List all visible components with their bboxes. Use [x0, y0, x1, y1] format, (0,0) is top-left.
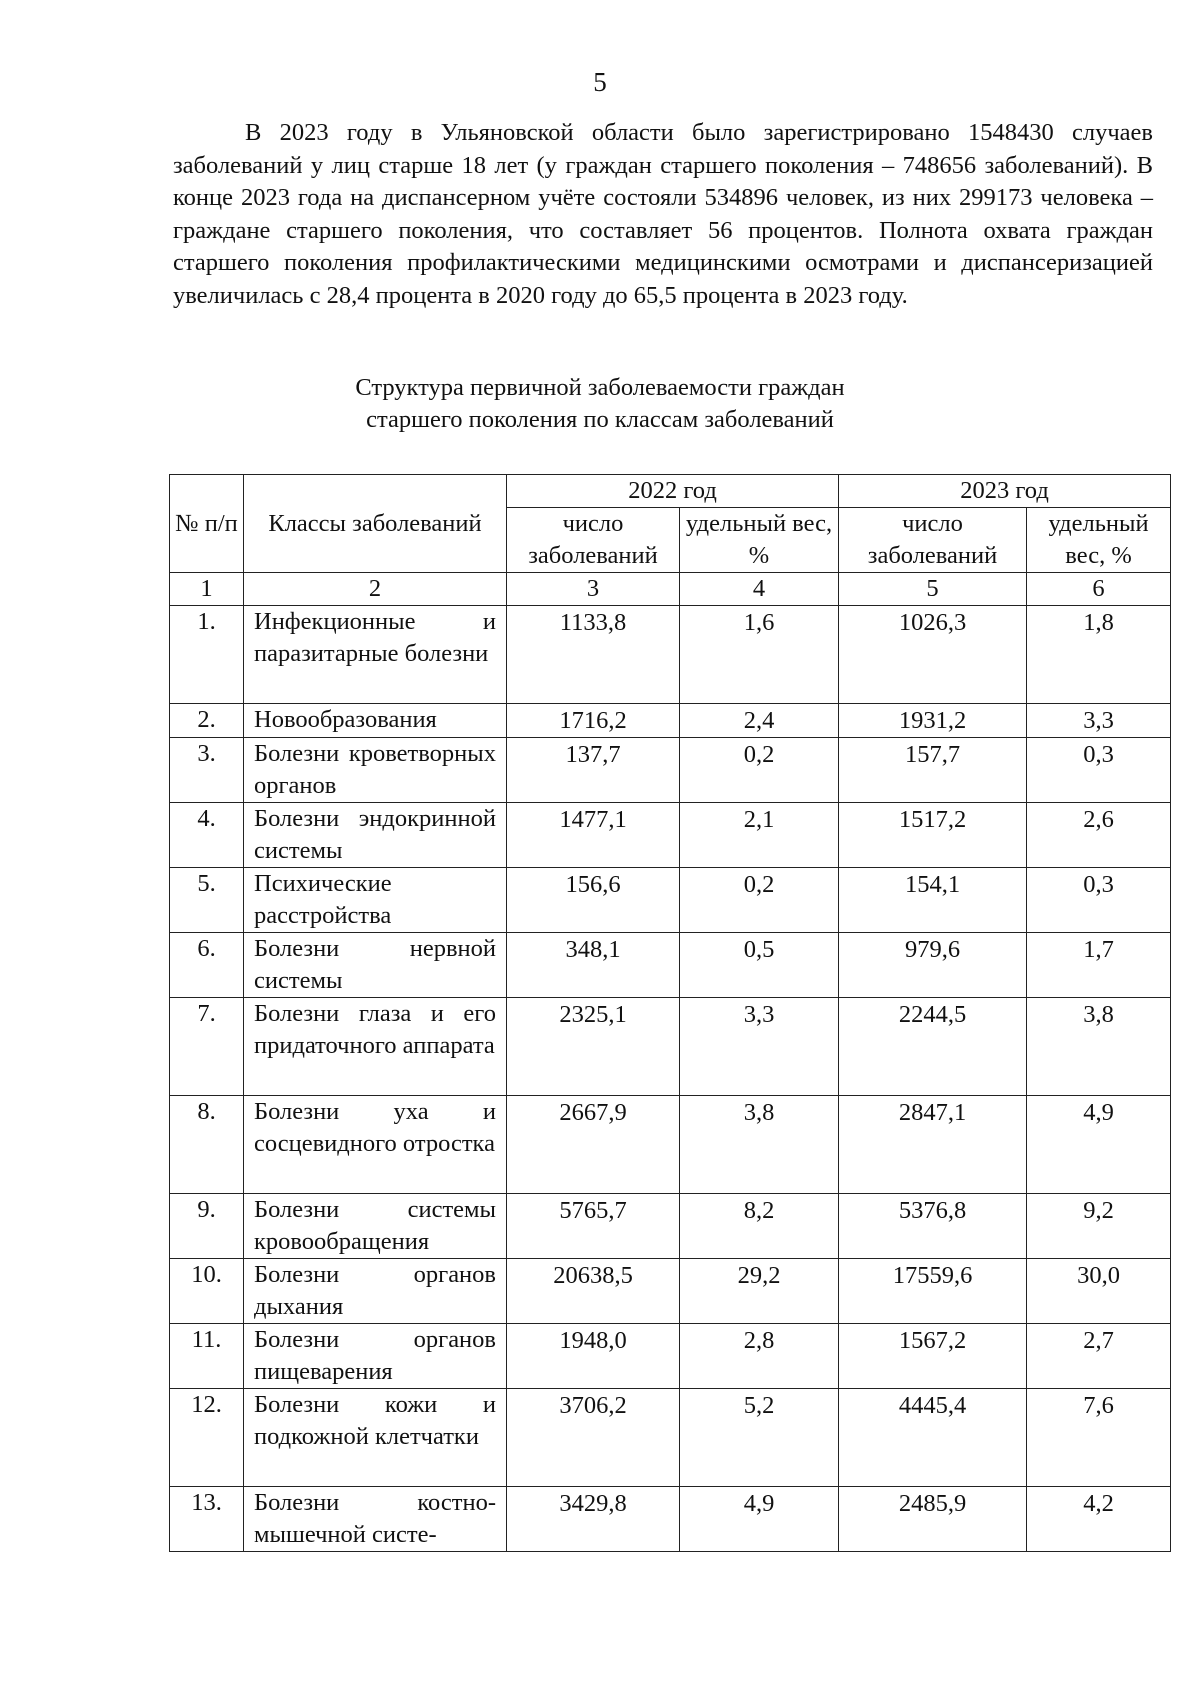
share-2023: 3,3 — [1027, 704, 1171, 738]
count-2022: 156,6 — [507, 868, 680, 933]
column-number: 4 — [680, 573, 839, 606]
share-2023: 0,3 — [1027, 868, 1171, 933]
share-2022: 2,4 — [680, 704, 839, 738]
row-number: 1. — [170, 606, 244, 704]
row-number: 12. — [170, 1389, 244, 1487]
header-count-2023: число заболеваний — [839, 508, 1027, 573]
share-2022: 0,2 — [680, 868, 839, 933]
disease-class: Болезни системы кровообращения — [244, 1194, 507, 1259]
share-2023: 3,8 — [1027, 998, 1171, 1096]
table-row — [170, 1487, 1171, 1552]
table-title-line-2: старшего поколения по классам заболеваний — [366, 406, 834, 433]
share-2023: 4,9 — [1027, 1096, 1171, 1194]
table-row — [170, 1389, 1171, 1487]
table-row — [170, 1096, 1171, 1194]
column-number-row — [170, 573, 1171, 606]
column-number: 5 — [839, 573, 1027, 606]
disease-class: Болезни нервной системы — [244, 933, 507, 998]
count-2023: 5376,8 — [839, 1194, 1027, 1259]
share-2023: 30,0 — [1027, 1259, 1171, 1324]
share-2022: 2,1 — [680, 803, 839, 868]
share-2023: 2,7 — [1027, 1324, 1171, 1389]
count-2022: 1477,1 — [507, 803, 680, 868]
table-row — [170, 1324, 1171, 1389]
count-2022: 1948,0 — [507, 1324, 680, 1389]
count-2023: 1026,3 — [839, 606, 1027, 704]
disease-class: Болезни органов пищеварения — [244, 1324, 507, 1389]
table-row — [170, 803, 1171, 868]
column-number: 1 — [170, 573, 244, 606]
count-2022: 2325,1 — [507, 998, 680, 1096]
row-number: 10. — [170, 1259, 244, 1324]
column-number: 2 — [244, 573, 507, 606]
share-2022: 1,6 — [680, 606, 839, 704]
share-2022: 2,8 — [680, 1324, 839, 1389]
row-number: 5. — [170, 868, 244, 933]
count-2023: 2485,9 — [839, 1487, 1027, 1552]
column-number: 6 — [1027, 573, 1171, 606]
share-2022: 3,8 — [680, 1096, 839, 1194]
share-2022: 0,5 — [680, 933, 839, 998]
share-2023: 7,6 — [1027, 1389, 1171, 1487]
share-2023: 4,2 — [1027, 1487, 1171, 1552]
count-2023: 154,1 — [839, 868, 1027, 933]
count-2022: 2667,9 — [507, 1096, 680, 1194]
share-2022: 4,9 — [680, 1487, 839, 1552]
count-2022: 1133,8 — [507, 606, 680, 704]
disease-class: Болезни органов дыхания — [244, 1259, 507, 1324]
morbidity-table — [169, 474, 1171, 1552]
count-2023: 17559,6 — [839, 1259, 1027, 1324]
count-2022: 348,1 — [507, 933, 680, 998]
disease-class: Психические расстройства — [244, 868, 507, 933]
table-row — [170, 738, 1171, 803]
share-2022: 3,3 — [680, 998, 839, 1096]
share-2023: 2,6 — [1027, 803, 1171, 868]
page-number: 5 — [593, 67, 607, 97]
row-number: 13. — [170, 1487, 244, 1552]
share-2023: 0,3 — [1027, 738, 1171, 803]
table-row — [170, 1259, 1171, 1324]
share-2022: 5,2 — [680, 1389, 839, 1487]
header-class: Классы заболеваний — [244, 475, 507, 573]
count-2023: 1517,2 — [839, 803, 1027, 868]
table-row — [170, 868, 1171, 933]
count-2023: 1567,2 — [839, 1324, 1027, 1389]
table-row — [170, 606, 1171, 704]
table-row — [170, 998, 1171, 1096]
disease-class: Болезни кожи и подкожной клетчатки — [244, 1389, 507, 1487]
header-year-2022: 2022 год — [507, 475, 839, 508]
count-2022: 20638,5 — [507, 1259, 680, 1324]
row-number: 9. — [170, 1194, 244, 1259]
header-num: № п/п — [170, 475, 244, 573]
count-2023: 979,6 — [839, 933, 1027, 998]
share-2022: 0,2 — [680, 738, 839, 803]
row-number: 8. — [170, 1096, 244, 1194]
count-2022: 3429,8 — [507, 1487, 680, 1552]
share-2023: 1,7 — [1027, 933, 1171, 998]
count-2023: 2847,1 — [839, 1096, 1027, 1194]
count-2022: 1716,2 — [507, 704, 680, 738]
share-2022: 29,2 — [680, 1259, 839, 1324]
disease-class: Болезни эндокринной системы — [244, 803, 507, 868]
header-year-2023: 2023 год — [839, 475, 1171, 508]
body-paragraph: В 2023 году в Ульяновской области было зарегистрировано 1548430 случаев заболеваний у лиц старше 18 лет (у граждан старшего поколения – 748656 заболеваний). В конце 2023 года на диспансерном учёте состояли 534896 человек, из них 299173 человека – граждане старшего поколения, что составляет 56 процентов. Полнота охвата граждан старшего поколения профилактическими медицинскими осмотрами и диспансеризацией увеличилась с 28,4 процента в 2020 году до 65,5 процента в 2023 году. — [173, 119, 1153, 309]
header-share-2023: удельный вес, % — [1027, 508, 1171, 573]
count-2023: 2244,5 — [839, 998, 1027, 1096]
disease-class: Новообразования — [244, 704, 507, 738]
row-number: 2. — [170, 704, 244, 738]
count-2023: 4445,4 — [839, 1389, 1027, 1487]
row-number: 6. — [170, 933, 244, 998]
disease-class: Инфекционные и паразитарные болезни — [244, 606, 507, 704]
row-number: 3. — [170, 738, 244, 803]
table-row — [170, 933, 1171, 998]
count-2022: 137,7 — [507, 738, 680, 803]
header-count-2022: число заболеваний — [507, 508, 680, 573]
row-number: 4. — [170, 803, 244, 868]
column-number: 3 — [507, 573, 680, 606]
table-row — [170, 704, 1171, 738]
count-2022: 5765,7 — [507, 1194, 680, 1259]
disease-class: Болезни глаза и его придаточного аппарата — [244, 998, 507, 1096]
header-share-2022: удельный вес, % — [680, 508, 839, 573]
share-2023: 9,2 — [1027, 1194, 1171, 1259]
row-number: 11. — [170, 1324, 244, 1389]
disease-class: Болезни кроветворных органов — [244, 738, 507, 803]
table-title-line-1: Структура первичной заболеваемости граждан — [355, 374, 845, 401]
share-2023: 1,8 — [1027, 606, 1171, 704]
count-2023: 157,7 — [839, 738, 1027, 803]
count-2022: 3706,2 — [507, 1389, 680, 1487]
table-title — [0, 372, 1200, 436]
disease-class: Болезни костно-мышечной систе- — [244, 1487, 507, 1552]
table-row — [170, 1194, 1171, 1259]
row-number: 7. — [170, 998, 244, 1096]
disease-class: Болезни уха и сосцевидного отростка — [244, 1096, 507, 1194]
count-2023: 1931,2 — [839, 704, 1027, 738]
share-2022: 8,2 — [680, 1194, 839, 1259]
